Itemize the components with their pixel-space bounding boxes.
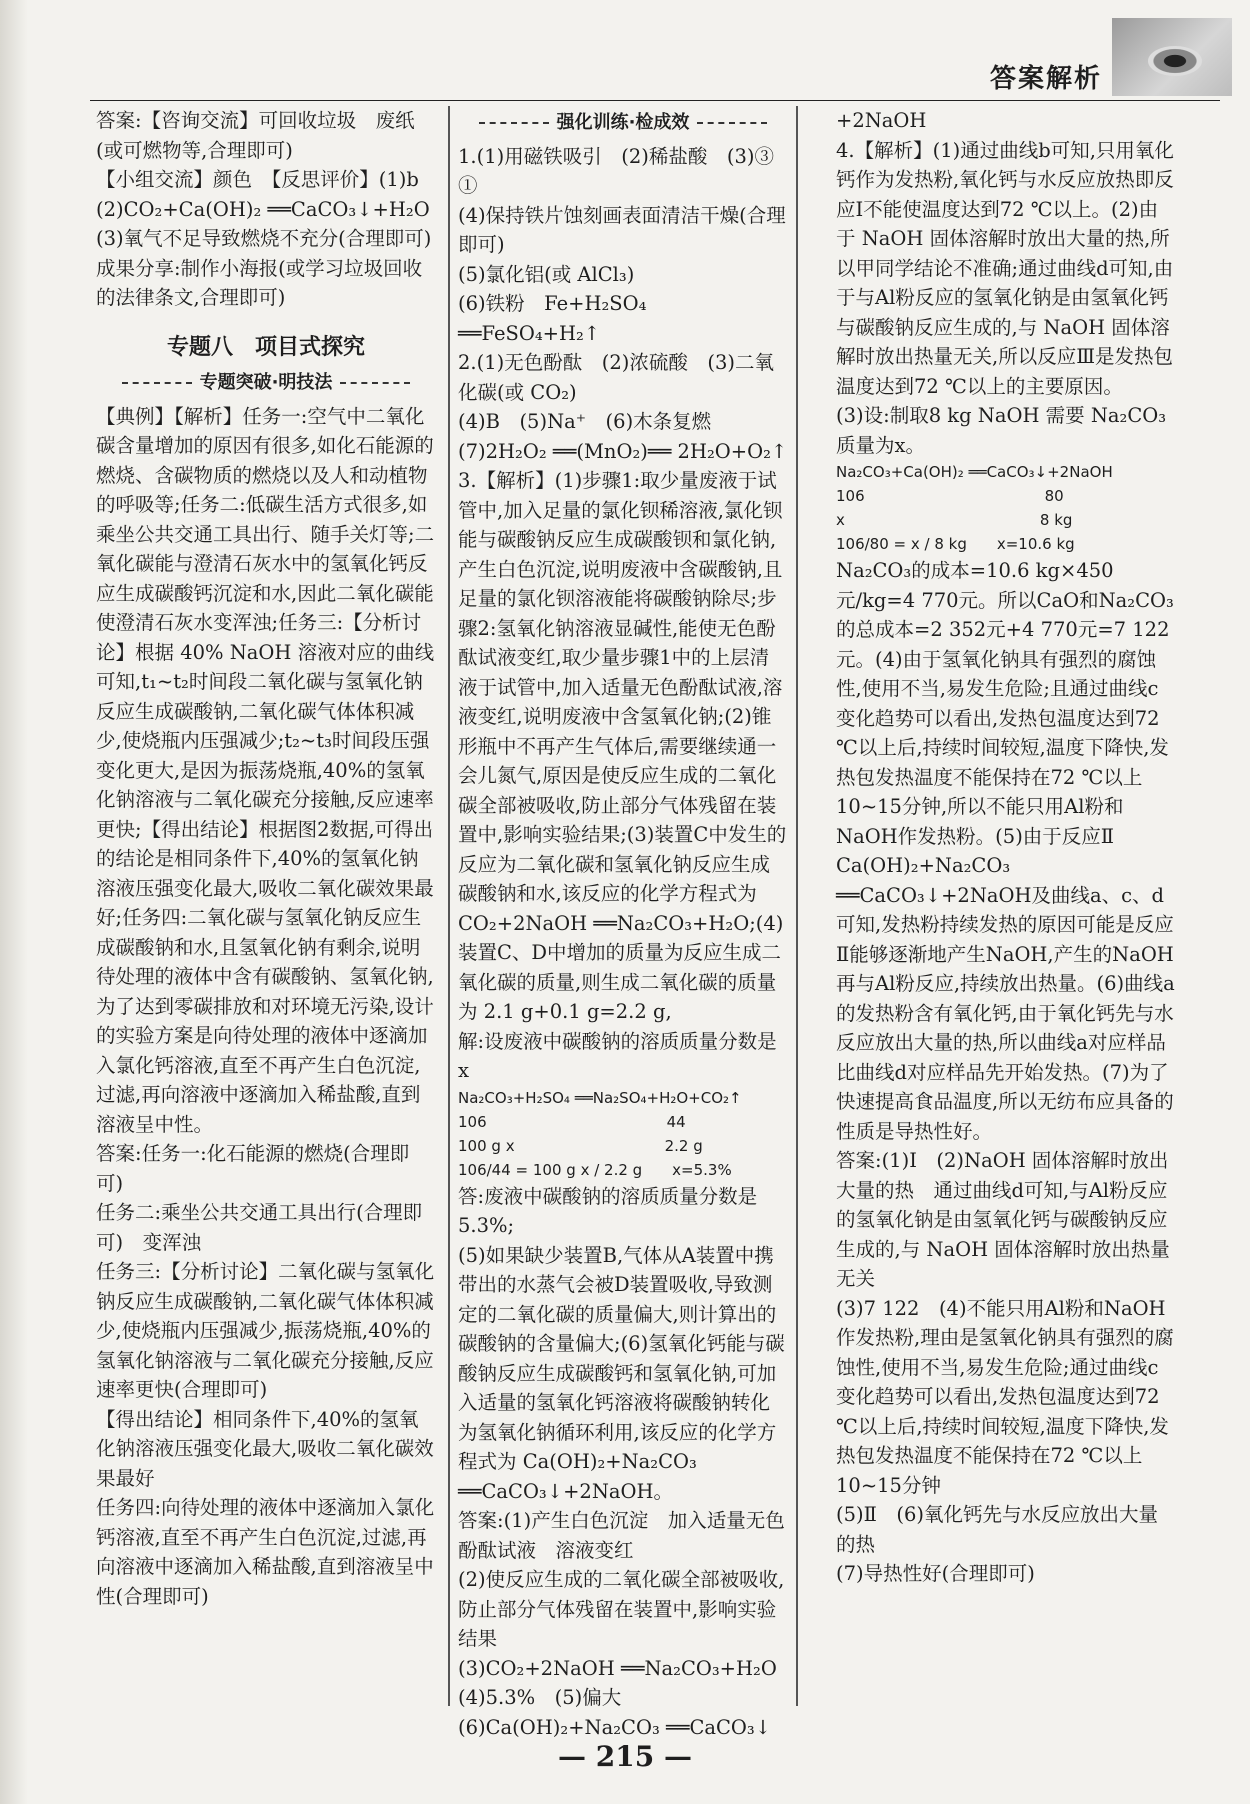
calc-line: 106 44	[458, 1112, 686, 1131]
answer-line: (5)Ⅱ (6)氧化钙先与水反应放出大量的热	[836, 1503, 1158, 1556]
question-line: 2.(1)无色酚酞 (2)浓硫酸 (3)二氧化碳(或 CO₂)	[458, 351, 774, 404]
question-line: (4)保持铁片蚀刻画表面清洁干燥(合理即可)	[458, 203, 786, 256]
text-line: +2NaOH	[836, 109, 927, 132]
question-line: 1.(1)用磁铁吸引 (2)稀盐酸 (3)③ ①	[458, 144, 794, 197]
question-line: (7)2H₂O₂ ══(MnO₂)══ 2H₂O+O₂↑	[458, 439, 788, 463]
calc-line: 106 80	[836, 487, 1064, 505]
text-line: (3)设:制取8 kg NaOH 需要 Na₂CO₃质量为x。	[836, 404, 1167, 457]
section-title: 专题八 项目式探究	[166, 334, 365, 360]
text-line: (3)氧气不足导致燃烧不充分(合理即可) 成果分享:制作小海报(或学习垃圾回收的法律条文,合理即可)	[96, 227, 451, 309]
header-rule	[90, 100, 1220, 101]
column-left	[96, 106, 451, 1611]
text-line: (2)CO₂+Ca(OH)₂ ══CaCO₃↓+H₂O	[96, 197, 430, 221]
page-number: — 215 —	[558, 1740, 692, 1773]
solve-line: 解:设废液中碳酸钠的溶质质量分数是 x	[458, 1029, 777, 1082]
column-middle	[448, 106, 798, 1739]
answer-line: 答案:任务一:化石能源的燃烧(合理即可)	[96, 1142, 410, 1195]
answer-line: (3)7 122 (4)不能只用Al粉和NaOH作发热粉,理由是氢氧化钠具有强烈的腐蚀性,使用不当,易发生危险;通过曲线c变化趋势可以看出,发热包温度达到72 ℃以上后,持续时间较短,温度下降快,发热包发热温度不能保持在72 ℃以上10~15分钟	[836, 1296, 1174, 1497]
calc-line: Na₂CO₃+H₂SO₄ ══Na₂SO₄+H₂O+CO₂↑	[458, 1088, 742, 1107]
analysis-paragraph: 【典例】【解析】任务一:空气中二氧化碳含量增加的原因有很多,如化石能源的燃烧、含碳物质的燃烧以及人和动植物的呼吸等;任务二:低碳生活方式很多,如乘坐公共交通工具出行、随手关灯等;二氧化碳能与澄清石灰水中的氢氧化钙反应生成碳酸钙沉淀和水,因此二氧化碳能使澄清石灰水变浑浊;任务三:【分析讨论】根据 40% NaOH 溶液对应的曲线可知,t₁~t₂时间段二氧化碳与氢氧化钠反应生成碳酸钠,二氧化碳气体体积减少,使烧瓶内压强减少;t₂~t₃时间段压强变化更大,是因为振荡烧瓶,40%的氢氧化钠溶液与二氧化碳充分接触,反应速率更快;【得出结论】根据图2数据,可得出的结论是相同条件下,40%的氢氧化钠溶液压强变化最大,吸收二氧化碳效果最好;任务四:二氧化碳与氢氧化钠反应生成碳酸钠和水,且氢氧化钠有剩余,说明待处理的液体中含有碳酸钠、氢氧化钠,为了达到零碳排放和对环境无污染,设计的实验方案是向待处理的液体中逐滴加入氯化钙溶液,直至不再产生白色沉淀,过滤,再向溶液中逐滴加入稀盐酸,直到溶液呈中性。	[96, 404, 435, 1136]
sub-title: 专题突破·明技法	[96, 368, 436, 398]
answer-line: 任务二:乘坐公共交通工具出行(合理即可) 变浑浊	[96, 1201, 423, 1254]
answer-line: 答案:(1)Ⅰ (2)NaOH 固体溶解时放出大量的热 通过曲线d可知,与Al粉反应的氢氧化钠是由氢氧化钙与碳酸钠反应生成的,与 NaOH 固体溶解时放出热量无关	[836, 1149, 1170, 1290]
text-line: 答案:【咨询交流】可回收垃圾 废纸(或可燃物等,合理即可)	[96, 109, 415, 162]
answer-line: (4)5.3% (5)偏大	[458, 1686, 622, 1709]
calc-line: 100 g x 2.2 g	[458, 1136, 703, 1155]
answer-line: 任务三:【分析讨论】二氧化碳与氢氧化钠反应生成碳酸钠,二氧化碳气体体积减少,使烧瓶内压强减少,振荡烧瓶,40%的氢氧化钠溶液与二氧化碳充分接触,反应速率更快(合理即可)	[96, 1260, 435, 1401]
calc-line: 106/80 = x / 8 kg x=10.6 kg	[836, 535, 1075, 553]
calculation-block	[836, 460, 1176, 556]
answer-line: 任务四:向待处理的液体中逐滴加入氯化钙溶液,直至不再产生白色沉淀,过滤,再向溶液中逐滴加入稀盐酸,直到溶液呈中性(合理即可)	[96, 1496, 435, 1608]
eye-icon	[1148, 46, 1202, 76]
calculation-block	[458, 1086, 788, 1182]
analysis-paragraph: 3.【解析】(1)步骤1:取少量废液于试管中,加入足量的氯化钡稀溶液,氯化钡能与碳酸钠反应生成碳酸钡和氯化钠,产生白色沉淀,说明废液中含碳酸钠,且足量的氯化钡溶液能将碳酸钠除尽;步骤2:氢氧化钠溶液显碱性,能使无色酚酞试液变红,取少量步骤1中的上层清液于试管中,加入适量无色酚酞试液,溶液变红,说明废液中含氢氧化钠;(2)锥形瓶中不再产生气体后,需要继续通一会儿氮气,原因是使反应生成的二氧化碳全部被吸收,防止部分气体残留在装置中,影响实验结果;(3)装置C中发生的反应为二氧化碳和氢氧化钠反应生成碳酸钠和水,该反应的化学方程式为 CO₂+2NaOH ══Na₂CO₃+H₂O;(4)装置C、D中增加的质量为反应生成二氧化碳的质量,则生成二氧化碳的质量为 2.1 g+0.1 g=2.2 g,	[458, 469, 787, 1023]
page-binding-shadow	[0, 0, 28, 1804]
answer-line: 答案:(1)产生白色沉淀 加入适量无色酚酞试液 溶液变红	[458, 1509, 785, 1562]
answer-line: 【得出结论】相同条件下,40%的氢氧化钠溶液压强变化最大,吸收二氧化碳效果最好	[96, 1407, 434, 1490]
question-line: (5)氯化铝(或 AlCl₃)	[458, 262, 635, 286]
question-line: (4)B (5)Na⁺ (6)木条复燃	[458, 410, 712, 433]
answer-line: (2)使反应生成的二氧化碳全部被吸收,防止部分气体残留在装置中,影响实验结果	[458, 1568, 785, 1650]
header-title: 答案解析	[989, 64, 1102, 94]
answer-line: (7)导热性好(合理即可)	[836, 1562, 1035, 1585]
answer-line: (6)Ca(OH)₂+Na₂CO₃ ══CaCO₃↓	[458, 1715, 772, 1739]
text-line: 【小组交流】颜色 【反思评价】(1)b	[96, 168, 419, 191]
page-header	[972, 18, 1232, 98]
text-line: 答:废液中碳酸钠的溶质质量分数是5.3%;	[458, 1184, 758, 1237]
column-right	[836, 106, 1176, 1589]
answer-line: (3)CO₂+2NaOH ══Na₂CO₃+H₂O	[458, 1656, 777, 1680]
analysis-paragraph: 4.【解析】(1)通过曲线b可知,只用氧化钙作为发热粉,氧化钙与水反应放热即反应Ⅰ不能使温度达到72 ℃以上。(2)由于 NaOH 固体溶解时放出大量的热,所以甲同学结论不准确;通过曲线d可知,由于与Al粉反应的氢氧化钠是由氢氧化钙与碳酸钠反应生成的,与 NaOH 固体溶解时放出热量无关,所以反应Ⅲ是发热包温度达到72 ℃以上的主要原因。	[836, 138, 1174, 398]
calc-line: 106/44 = 100 g x / 2.2 g x=5.3%	[458, 1160, 732, 1179]
analysis-paragraph: Na₂CO₃的成本=10.6 kg×450元/kg=4 770元。所以CaO和Na₂CO₃的总成本=2 352元+4 770元=7 122元。(4)由于氢氧化钠具有强烈的腐蚀性,使用不当,易发生危险;且通过曲线c变化趋势可以看出,发热包温度达到72 ℃以上后,持续时间较短,温度下降快,发热包发热温度不能保持在72 ℃以上10~15分钟,所以不能只用Al粉和NaOH作发热粉。(5)由于反应Ⅱ Ca(OH)₂+Na₂CO₃ ══CaCO₃↓+2NaOH及曲线a、c、d可知,发热粉持续发热的原因可能是反应Ⅱ能够逐渐地产生NaOH,产生的NaOH再与Al粉反应,持续放出热量。(6)曲线a的发热粉含有氧化钙,由于氧化钙先与水反应放出大量的热,所以曲线a对应样品比曲线d对应样品先开始发热。(7)为了快速提高食品温度,所以无纺布应具备的性质是导热性好。	[836, 559, 1175, 1143]
question-line: (6)铁粉 Fe+H₂SO₄ ══FeSO₄+H₂↑	[458, 292, 647, 345]
calc-line: x 8 kg	[836, 511, 1073, 529]
calc-line: Na₂CO₃+Ca(OH)₂ ══CaCO₃↓+2NaOH	[836, 463, 1113, 481]
text-line: (5)如果缺少装置B,气体从A装置中携带出的水蒸气会被D装置吸收,导致测定的二氧化碳的质量偏大,则计算出的碳酸钠的含量偏大;(6)氢氧化钙能与碳酸钠反应生成碳酸钙和氢氧化钠,可加入适量的氢氧化钙溶液将碳酸钠转化为氢氧化钠循环利用,该反应的化学方程式为 Ca(OH)₂+Na₂CO₃ ══CaCO₃↓+2NaOH。	[458, 1243, 785, 1503]
sub-title: 强化训练·检成效	[458, 108, 788, 138]
